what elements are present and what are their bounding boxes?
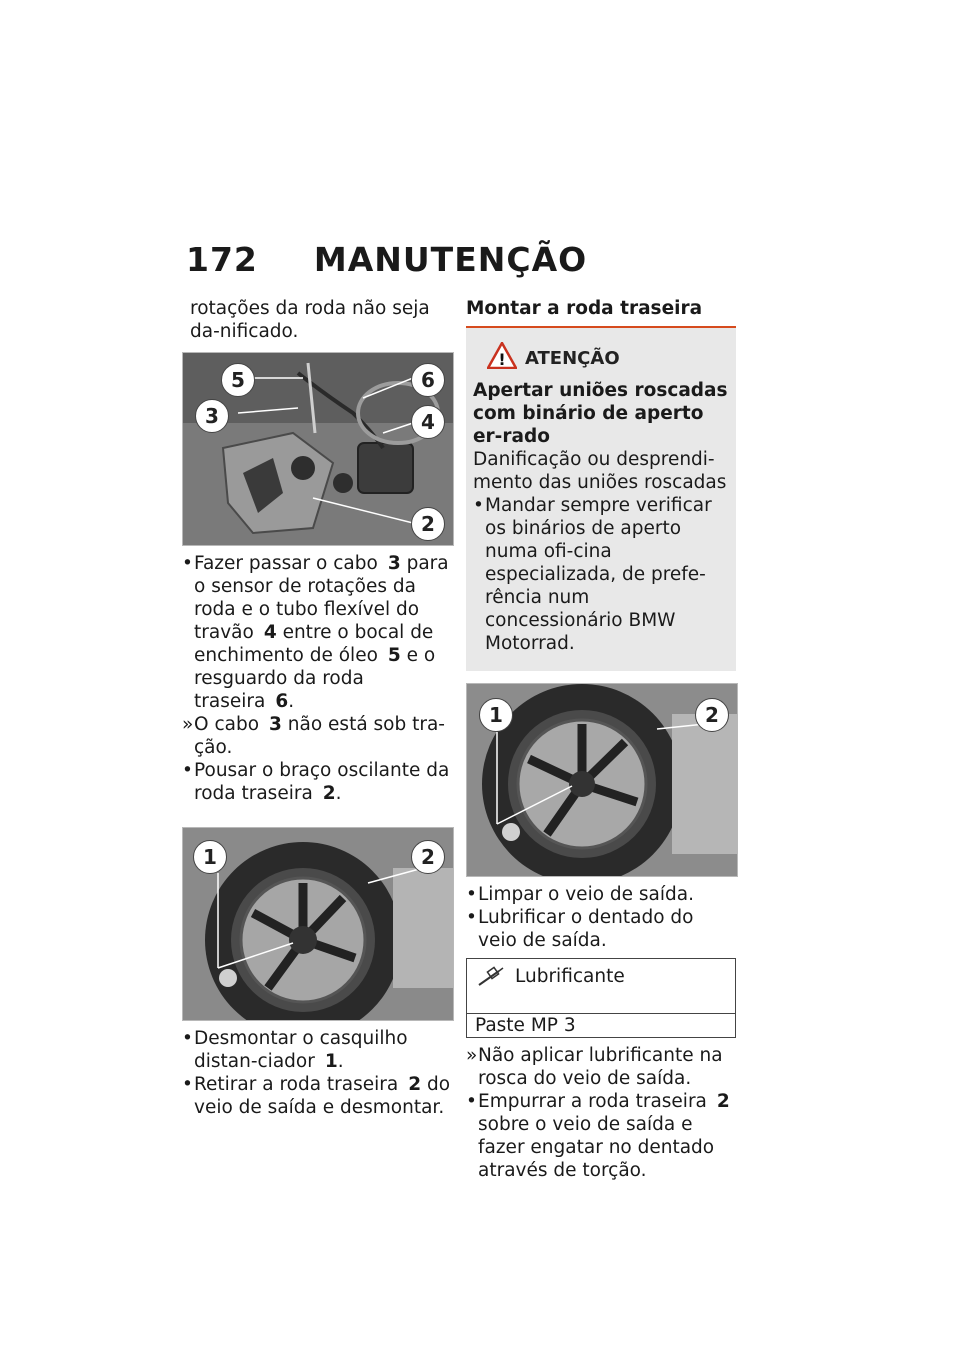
lubricant-label: Lubrificante bbox=[515, 966, 625, 987]
rear-wheel-shaft-photo bbox=[466, 683, 738, 877]
bullet-mark: • bbox=[466, 907, 477, 928]
right-column bbox=[466, 297, 738, 1182]
left-column bbox=[182, 297, 454, 1119]
section-subheading: Montar a roda traseira bbox=[466, 298, 703, 319]
callout-label: 3 bbox=[195, 399, 229, 433]
part-reference: 2 bbox=[716, 1091, 730, 1112]
lubricant-table bbox=[466, 958, 736, 1038]
bullet-mark: • bbox=[182, 553, 193, 574]
caliper-photo bbox=[182, 352, 454, 546]
warning-triangle-icon bbox=[487, 342, 517, 375]
callout-label: 2 bbox=[411, 840, 445, 874]
bullet-mark: • bbox=[182, 1028, 193, 1049]
instruction-step: • Retirar a roda traseira 2 do veio de saída e desmontar. bbox=[182, 1074, 451, 1118]
bullet-mark: • bbox=[182, 760, 193, 781]
warning-title: ATENÇÃO bbox=[525, 348, 620, 369]
part-reference: 3 bbox=[269, 714, 282, 735]
callout-label: 5 bbox=[221, 363, 255, 397]
result-step: » O cabo 3 não está sob tra-ção. bbox=[182, 714, 445, 758]
warning-box bbox=[466, 328, 736, 671]
instruction-step: • Fazer passar o cabo 3 para o sensor de rotações da roda e o tubo flexível do travão 4 entre o bocal de enchimento de óleo 5 e o resguardo da roda traseira 6. bbox=[182, 553, 449, 712]
instruction-step: • Lubrificar o dentado do veio de saída. bbox=[466, 907, 694, 951]
part-reference: 1 bbox=[324, 1051, 338, 1072]
callout-label: 2 bbox=[695, 698, 729, 732]
callout-label: 1 bbox=[193, 840, 227, 874]
warning-bullet: • Mandar sempre verificar os binários de aperto numa ofi-cina especializada, de prefe-rência num concessionário BMW Motorrad. bbox=[473, 495, 712, 654]
lubricant-value: Paste MP 3 bbox=[475, 1015, 576, 1036]
result-mark: » bbox=[466, 1045, 478, 1066]
page-number: 172 bbox=[186, 240, 258, 279]
page-header bbox=[186, 240, 587, 279]
rear-wheel-photo bbox=[182, 827, 454, 1021]
part-reference: 2 bbox=[408, 1074, 422, 1095]
part-reference: 3 bbox=[387, 553, 401, 574]
warning-body: Danificação ou desprendi-mento das uniões roscadas bbox=[473, 449, 727, 493]
warning-headline: Apertar uniões roscadas com binário de aperto er-rado bbox=[473, 380, 728, 447]
bullet-mark: • bbox=[466, 1091, 477, 1112]
grease-gun-icon bbox=[475, 965, 505, 995]
part-reference: 6 bbox=[275, 691, 289, 712]
svg-text:!: ! bbox=[498, 350, 506, 369]
bullet-mark: • bbox=[182, 1074, 193, 1095]
callout-label: 2 bbox=[411, 507, 445, 541]
result-mark: » bbox=[182, 714, 194, 735]
callout-label: 4 bbox=[411, 405, 445, 439]
bullet-mark: • bbox=[473, 495, 484, 516]
part-reference: 4 bbox=[263, 622, 277, 643]
instruction-step: • Limpar o veio de saída. bbox=[466, 884, 694, 905]
instruction-step: • Pousar o braço oscilante da roda traseira 2. bbox=[182, 760, 450, 804]
part-reference: 2 bbox=[322, 783, 336, 804]
callout-label: 6 bbox=[411, 363, 445, 397]
part-reference: 5 bbox=[387, 645, 401, 666]
bullet-mark: • bbox=[466, 884, 477, 905]
callout-label: 1 bbox=[479, 698, 513, 732]
intro-text: rotações da roda não seja da-nificado. bbox=[190, 298, 430, 342]
instruction-step: • Empurrar a roda traseira 2 sobre o veio de saída e fazer engatar no dentado através de torção. bbox=[466, 1091, 730, 1181]
section-title: MANUTENÇÃO bbox=[313, 240, 588, 279]
instruction-step: • Desmontar o casquilho distan-ciador 1. bbox=[182, 1028, 408, 1072]
result-step: » Não aplicar lubrificante na rosca do veio de saída. bbox=[466, 1045, 723, 1089]
